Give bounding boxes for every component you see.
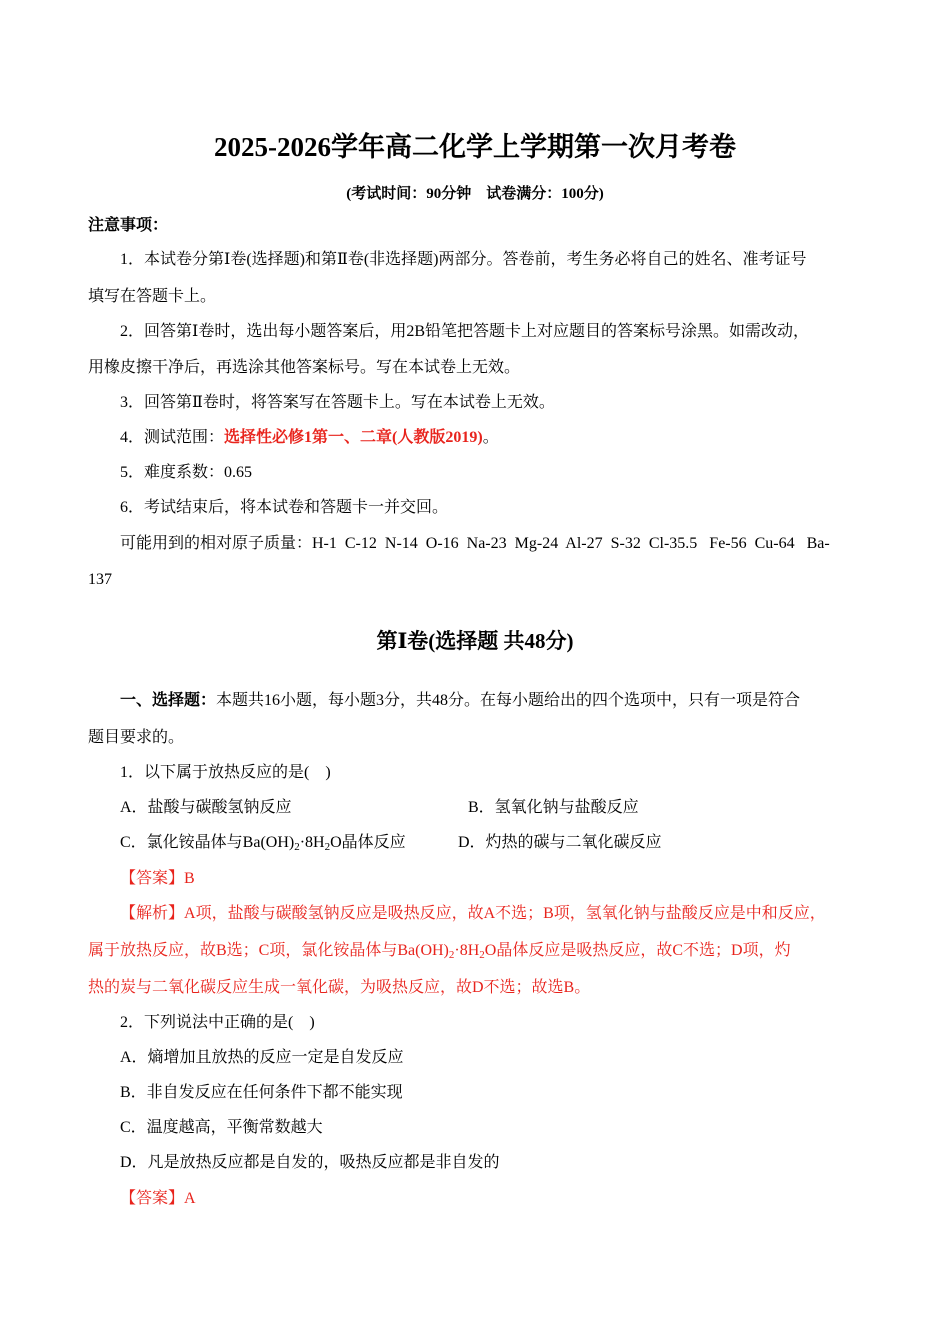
notice-heading: 注意事项： xyxy=(88,217,169,234)
notice-item-1-line-1: 1．本试卷分第Ⅰ卷(选择题)和第Ⅱ卷(非选择题)两部分。答卷前，考生务必将自己的姓名、准考证号 xyxy=(120,251,807,268)
question-1-option-a: A．盐酸与碳酸氢钠反应 xyxy=(120,799,292,816)
analysis-line-2-post: O晶体反应是吸热反应，故C不选；D项，灼 xyxy=(484,942,791,959)
answer-value: B xyxy=(184,870,195,887)
answer-label: 【答案】 xyxy=(120,870,185,887)
analysis-line-2-sub-2: 2 xyxy=(479,949,485,961)
question-2-stem: 2．下列说法中正确的是( ) xyxy=(120,1014,315,1031)
atomic-masses-line-2: 137 xyxy=(88,571,112,588)
analysis-line-2-sub: 2 xyxy=(448,949,455,961)
exam-title: 2025-2026学年高二化学上学期第一次月考卷 xyxy=(214,132,736,162)
question-1-answer xyxy=(120,868,195,890)
exam-subtitle: (考试时间：90分钟 试卷满分：100分) xyxy=(346,186,604,202)
notice-item-3: 3．回答第Ⅱ卷时，将答案写在答题卡上。写在本试卷上无效。 xyxy=(120,394,555,411)
notice-item-1-line-2: 填写在答题卡上。 xyxy=(88,288,217,305)
question-1-option-c-pre: C．氯化铵晶体与Ba(OH) xyxy=(120,834,295,851)
notice-item-2-line-2: 用橡皮擦干净后，再选涂其他答案标号。写在本试卷上无效。 xyxy=(88,359,521,376)
question-2-option-a: A．熵增加且放热的反应一定是自发反应 xyxy=(120,1049,404,1066)
analysis-label: 【解析】 xyxy=(120,905,185,922)
analysis-line-2-mid: ·8H xyxy=(454,942,480,959)
section-1-title: 第Ⅰ卷(选择题 共48分) xyxy=(376,629,574,653)
question-2-option-d: D．凡是放热反应都是自发的，吸热反应都是非自发的 xyxy=(120,1154,500,1171)
question-1-option-b: B．氢氧化钠与盐酸反应 xyxy=(468,799,639,816)
question-2-option-c: C．温度越高，平衡常数越大 xyxy=(120,1119,323,1136)
section-1-instructions-label: 一、选择题： xyxy=(120,692,217,709)
question-1-option-c-sub: 2 xyxy=(294,841,300,853)
notice-item-5: 5．难度系数：0.65 xyxy=(120,464,253,481)
notice-item-4-prefix: 4．测试范围： xyxy=(120,429,225,446)
question-1-analysis-line-2 xyxy=(88,940,791,962)
section-1-instructions-line-1 xyxy=(120,690,800,712)
question-1-option-c-sub-2: 2 xyxy=(324,841,331,853)
question-1-option-d: D．灼热的碳与二氧化碳反应 xyxy=(458,834,662,851)
question-2-answer xyxy=(120,1188,196,1210)
answer-value: A xyxy=(184,1190,196,1207)
question-1-stem: 1．以下属于放热反应的是( ) xyxy=(120,764,331,781)
section-1-instructions-line-2: 题目要求的。 xyxy=(88,729,185,746)
notice-item-4-suffix: 。 xyxy=(482,429,499,446)
question-2-option-b: B．非自发反应在任何条件下都不能实现 xyxy=(120,1084,403,1101)
section-1-instructions-text: 本题共16小题，每小题3分，共48分。在每小题给出的四个选项中，只有一项是符合 xyxy=(216,692,801,709)
question-1-analysis-line-1 xyxy=(120,903,826,925)
question-1-option-c-post: O晶体反应 xyxy=(330,834,406,851)
answer-label: 【答案】 xyxy=(120,1190,185,1207)
notice-item-2-line-1: 2．回答第Ⅰ卷时，选出每小题答案后，用2B铅笔把答题卡上对应题目的答案标号涂黑。如需改动， xyxy=(120,323,809,340)
notice-item-6: 6．考试结束后，将本试卷和答题卡一并交回。 xyxy=(120,499,449,516)
analysis-line-2-pre: 属于放热反应，故B选；C项，氯化铵晶体与Ba(OH) xyxy=(88,942,449,959)
question-1-option-c-mid: ·8H xyxy=(299,834,325,851)
question-1-option-c xyxy=(120,832,406,854)
notice-item-4 xyxy=(120,427,499,449)
analysis-text: A项，盐酸与碳酸氢钠反应是吸热反应，故A不选；B项，氢氧化钠与盐酸反应是中和反应， xyxy=(184,905,826,922)
question-1-analysis-line-3: 热的炭与二氧化碳反应生成一氧化碳，为吸热反应，故D不选；故选B。 xyxy=(88,979,591,996)
atomic-masses-line-1: 可能用到的相对原子质量：H-1 C-12 N-14 O-16 Na-23 Mg-24 Al-27 S-32 Cl-35.5 Fe-56 Cu-64 Ba- xyxy=(120,535,830,552)
test-range: 选择性必修1第一、二章(人教版2019) xyxy=(224,429,483,446)
